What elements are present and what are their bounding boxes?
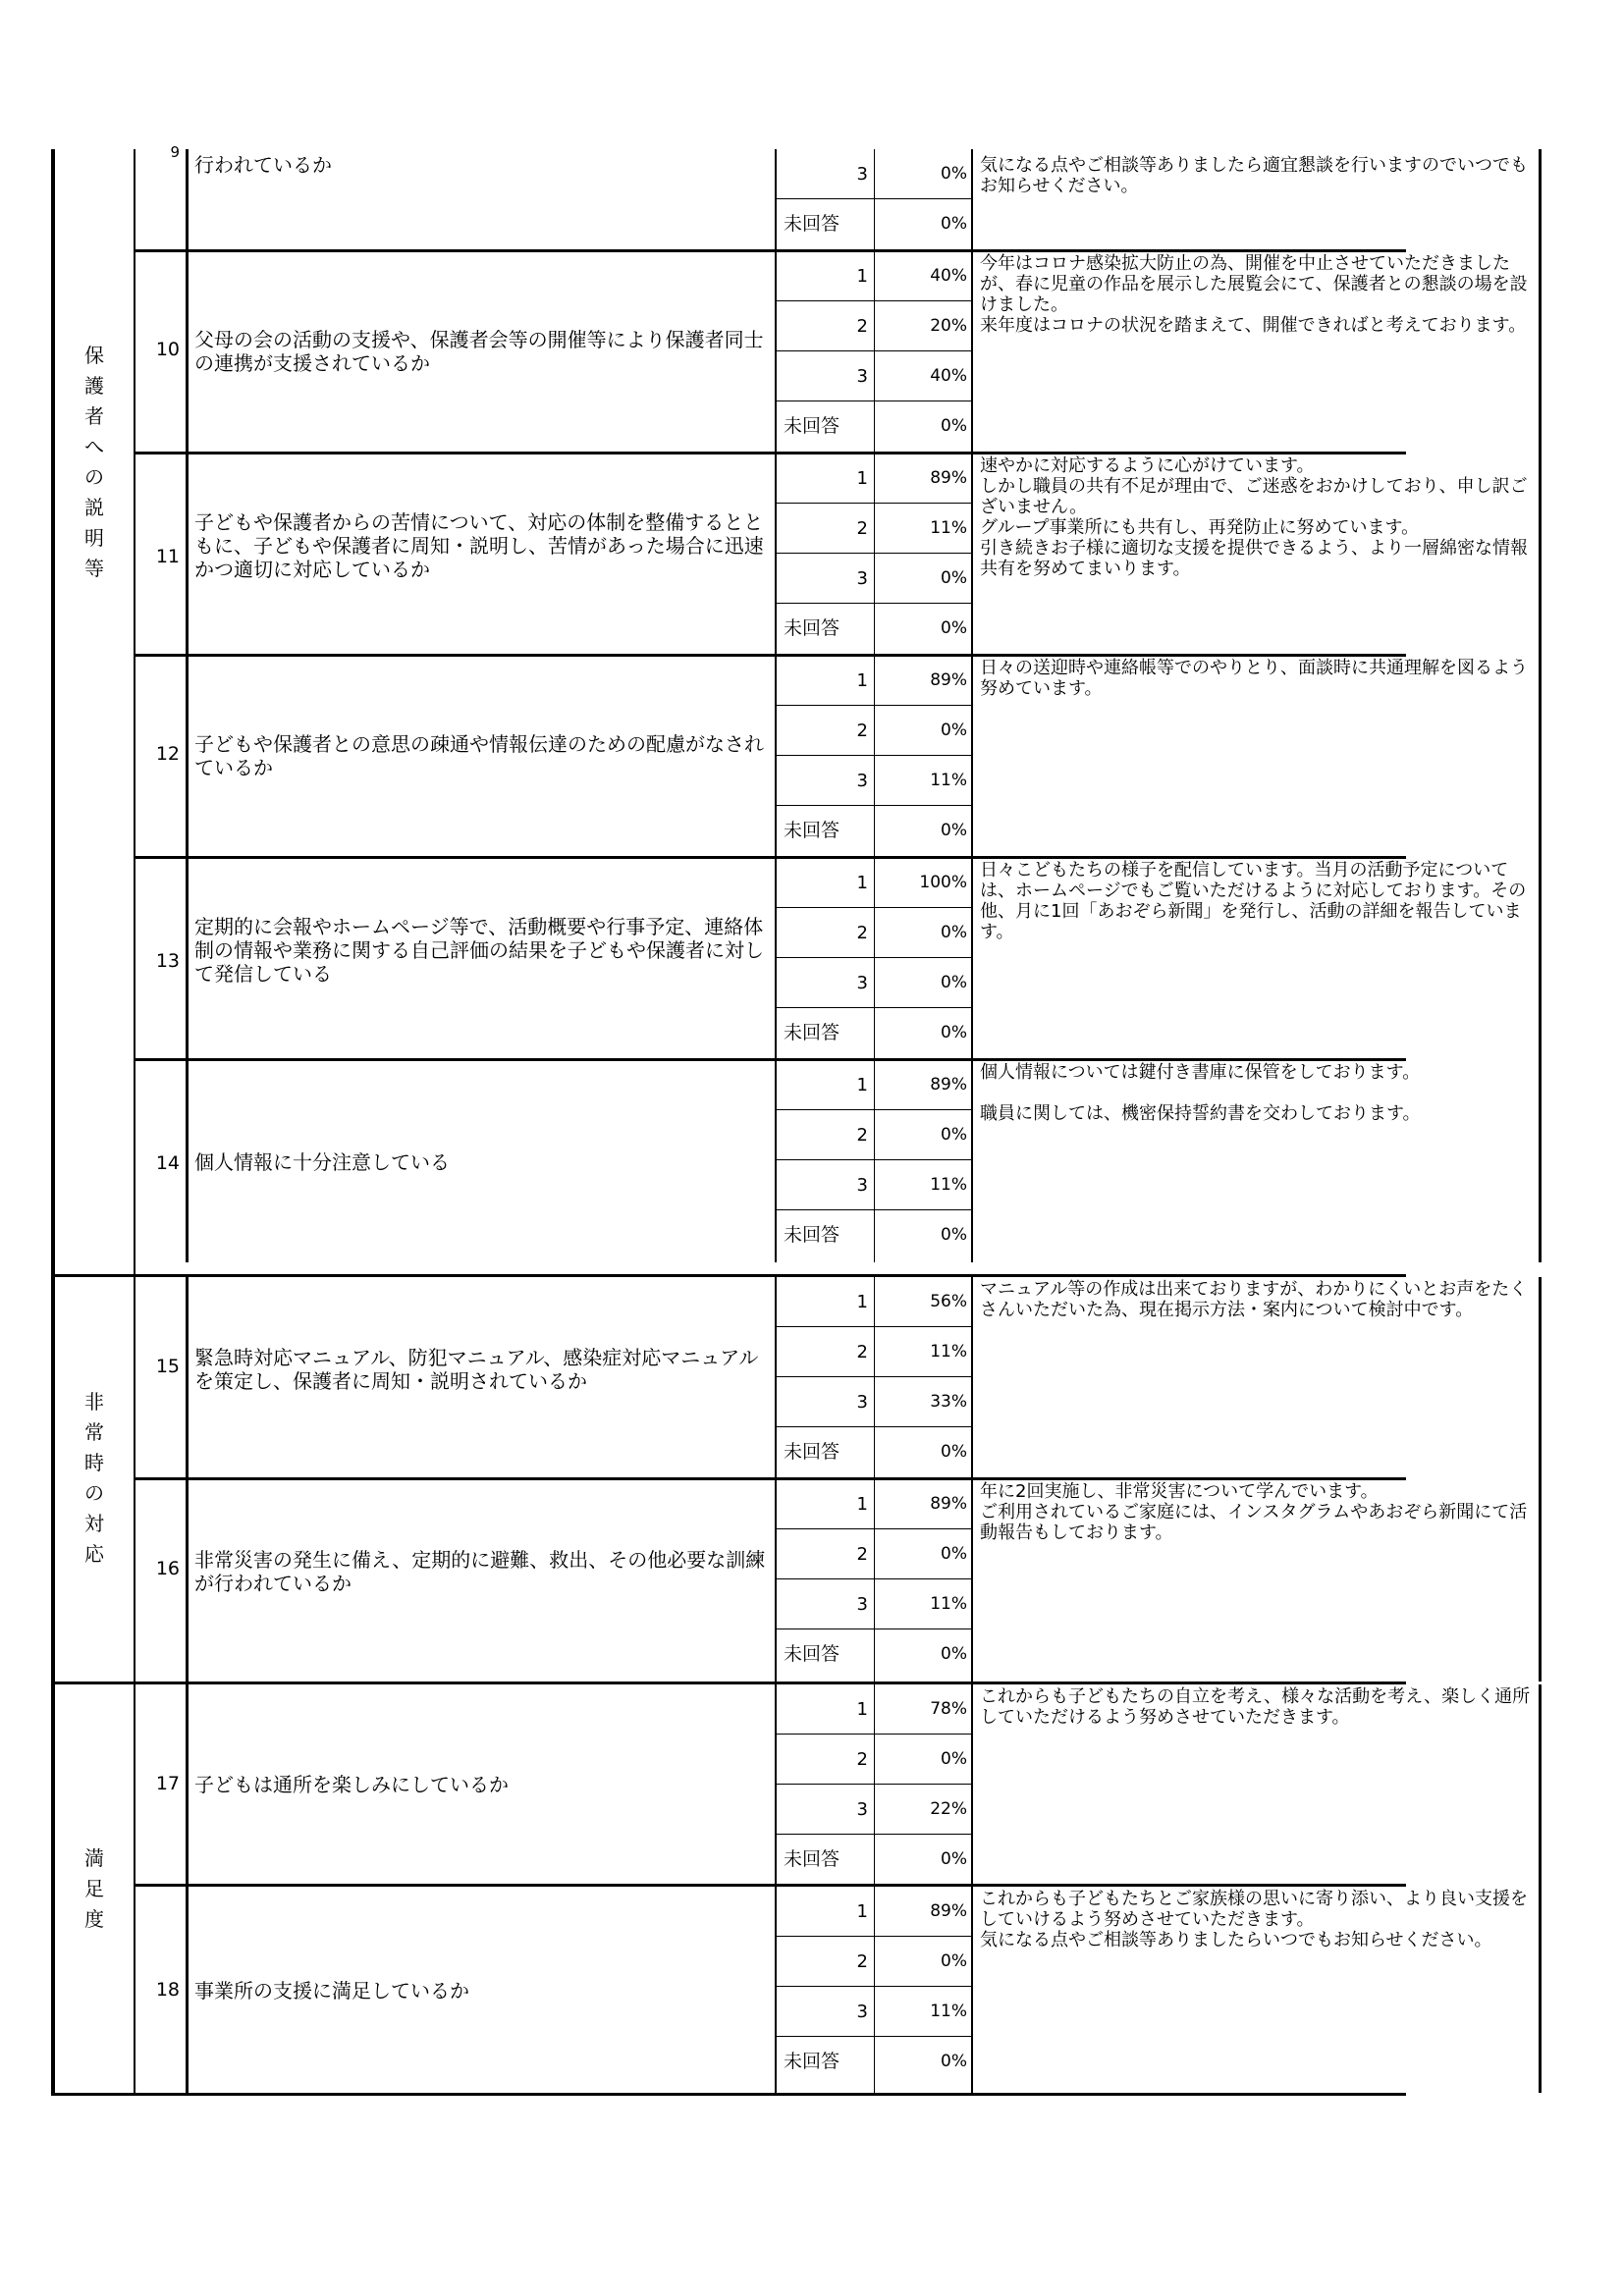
row-divider	[135, 1058, 1406, 1061]
answer-choice-text: 1	[856, 468, 868, 489]
answer-choice	[777, 958, 875, 1007]
item-comment	[973, 1060, 1542, 1262]
answer-row	[777, 858, 973, 908]
answer-row	[777, 1629, 973, 1682]
item-number-text: 12	[155, 743, 180, 765]
category-char: 常	[84, 1420, 104, 1444]
item-answers	[777, 1277, 973, 1479]
answer-choice	[777, 504, 875, 553]
answer-row	[777, 1684, 973, 1735]
item-question-text: 行われているか	[194, 153, 332, 177]
answer-choice-text: 未回答	[784, 415, 840, 437]
row-divider	[135, 856, 1406, 859]
answer-choice-text: 3	[856, 2002, 868, 2022]
item-question-text: 事業所の支援に満足しているか	[194, 1979, 469, 2002]
answer-choice	[777, 1684, 875, 1734]
answer-choice-text: 未回答	[784, 617, 840, 639]
answer-percent: 0%	[875, 1835, 973, 1887]
answer-percent: 0%	[875, 199, 973, 251]
answer-row	[777, 1529, 973, 1579]
answer-row	[777, 1735, 973, 1785]
category-emergency	[51, 1274, 135, 1684]
answer-choice-text: 1	[856, 1494, 868, 1515]
answer-choice	[777, 301, 875, 350]
item-answers	[777, 656, 973, 858]
answer-choice-text: 1	[856, 1292, 868, 1312]
item-number-text: 9	[170, 143, 180, 161]
item-comment	[973, 251, 1542, 454]
item-comment-text: これからも子どもたちの自立を考え、様々な活動を考え、楽しく通所していただけるよう努めさせていただきます。	[980, 1686, 1531, 1728]
answer-choice	[777, 2037, 875, 2093]
answer-choice	[777, 1327, 875, 1376]
item-row-11	[135, 454, 1528, 656]
answer-choice	[777, 756, 875, 805]
answer-percent: 0%	[875, 1529, 973, 1578]
item-answers	[777, 1479, 973, 1682]
item-comment-text: マニュアル等の作成は出来ておりますが、わかりにくいとお声をたくさんいただいた為、現在掲示方法・案内について検討中です。	[980, 1279, 1528, 1320]
answer-percent: 33%	[875, 1377, 973, 1426]
item-answers	[777, 1684, 973, 1887]
answer-choice-text: 未回答	[784, 820, 840, 841]
answer-choice	[777, 706, 875, 755]
answer-choice-text: 3	[856, 164, 868, 185]
answer-choice	[777, 656, 875, 705]
item-question-text: 緊急時対応マニュアル、防犯マニュアル、感染症対応マニュアルを策定し、保護者に周知・説明されているか	[194, 1346, 759, 1393]
answer-choice	[777, 1629, 875, 1682]
answer-choice	[777, 351, 875, 400]
category-char: 足	[84, 1877, 104, 1900]
row-divider	[51, 1682, 1406, 1684]
row-divider	[51, 1274, 1406, 1277]
answer-percent: 40%	[875, 251, 973, 300]
item-answers	[777, 858, 973, 1060]
category-char: の	[84, 1481, 104, 1505]
answer-percent: 89%	[875, 656, 973, 705]
answer-choice	[777, 199, 875, 251]
item-answers	[777, 251, 973, 454]
answer-row	[777, 1987, 973, 2037]
answer-choice-text: 未回答	[784, 1224, 840, 1246]
answer-choice	[777, 1008, 875, 1060]
answer-row	[777, 504, 973, 554]
answer-row	[777, 454, 973, 504]
answer-choice-text: 2	[856, 721, 868, 741]
answer-choice	[777, 908, 875, 957]
item-comment-text: 速やかに対応するように心がけています。 しかし職員の共有不足が理由で、ご迷惑をおかけしており、申し訳ございません。 グループ事業所にも共有し、再発防止に努めています。 引き続きお子様に適切な支援を提供できるよう、より一層綿密な情報共有を努めてまいります。	[980, 455, 1528, 579]
table-bottom-border	[51, 2093, 1406, 2096]
item-number-text: 14	[155, 1152, 180, 1174]
item-answers	[777, 149, 973, 251]
answer-choice	[777, 1735, 875, 1784]
item-number-text: 15	[155, 1356, 180, 1377]
item-question	[189, 1277, 777, 1479]
answer-choice-text: 未回答	[784, 1022, 840, 1043]
item-answers	[777, 1060, 973, 1262]
item-row-13	[135, 858, 1527, 1060]
category-char: 説	[84, 496, 104, 519]
answer-row	[777, 1210, 973, 1262]
answer-choice	[777, 1785, 875, 1834]
category-label	[55, 341, 134, 584]
item-question-text: 非常災害の発生に備え、定期的に避難、救出、その他必要な訓練が行われているか	[194, 1548, 766, 1595]
answer-choice-text: 2	[856, 923, 868, 943]
answer-choice	[777, 149, 875, 198]
item-comment-text: 日々の送迎時や連絡帳等でのやりとり、面談時に共通理解を図るよう努めています。	[980, 658, 1528, 699]
answer-choice-text: 1	[856, 1075, 868, 1095]
answer-choice-text: 未回答	[784, 1643, 840, 1665]
answer-row	[777, 199, 973, 251]
answer-choice	[777, 1479, 875, 1528]
item-row-18	[135, 1887, 1528, 2093]
item-number	[135, 251, 189, 454]
item-comment-text: 今年はコロナ感染拡大防止の為、開催を中止させていただきましたが、春に児童の作品を展示した展覧会にて、保護者との懇談の場を設けました。 来年度はコロナの状況を踏まえて、開催できればと考えております。	[980, 253, 1528, 336]
answer-row	[777, 1427, 973, 1479]
row-divider	[135, 1477, 1406, 1480]
item-question	[189, 858, 777, 1060]
item-question-text: 父母の会の活動の支援や、保護者会等の開催等により保護者同士の連携が支援されているか	[194, 328, 764, 375]
answer-row	[777, 401, 973, 454]
answer-percent: 40%	[875, 351, 973, 400]
answer-choice	[777, 1060, 875, 1109]
category-char: 非	[84, 1390, 104, 1414]
answer-percent: 78%	[875, 1684, 973, 1734]
answer-choice-text: 2	[856, 316, 868, 337]
answer-choice-text: 3	[856, 1175, 868, 1196]
item-row-9	[135, 143, 1528, 251]
item-number-text: 16	[155, 1558, 180, 1579]
item-number	[135, 143, 189, 251]
answer-choice-text: 3	[856, 1392, 868, 1413]
answer-choice	[777, 1110, 875, 1159]
item-question	[189, 251, 777, 454]
answer-percent: 89%	[875, 1479, 973, 1528]
answer-choice	[777, 1937, 875, 1986]
answer-choice	[777, 1835, 875, 1887]
category-char: 時	[84, 1451, 104, 1474]
answer-choice-text: 3	[856, 1594, 868, 1615]
answer-row	[777, 706, 973, 756]
answer-percent: 0%	[875, 2037, 973, 2093]
item-row-16	[135, 1479, 1528, 1682]
answer-choice	[777, 1529, 875, 1578]
answer-percent: 0%	[875, 706, 973, 755]
answer-row	[777, 554, 973, 604]
category-char: の	[84, 465, 104, 489]
answer-choice-text: 2	[856, 1749, 868, 1770]
answer-choice	[777, 1579, 875, 1629]
item-question-text: 子どもや保護者との意思の疎通や情報伝達のための配慮がなされているか	[194, 732, 764, 779]
item-number	[135, 858, 189, 1060]
answer-row	[777, 1110, 973, 1160]
item-question	[189, 454, 777, 656]
answer-choice-text: 未回答	[784, 213, 840, 235]
item-number	[135, 656, 189, 858]
answer-row	[777, 301, 973, 351]
item-number-text: 18	[155, 1979, 180, 2001]
answer-percent: 0%	[875, 1735, 973, 1784]
item-comment	[973, 149, 1542, 251]
row-divider	[135, 249, 1406, 252]
category-char: 保	[84, 344, 104, 367]
answer-choice-text: 1	[856, 1699, 868, 1720]
answer-row	[777, 251, 973, 301]
answer-choice	[777, 454, 875, 503]
answer-row	[777, 656, 973, 706]
item-number	[135, 1060, 189, 1262]
item-answers	[777, 454, 973, 656]
answer-percent: 0%	[875, 958, 973, 1007]
answer-choice	[777, 251, 875, 300]
answer-choice-text: 未回答	[784, 1848, 840, 1870]
item-question	[189, 149, 777, 251]
item-comment-text: これからも子どもたちとご家族様の思いに寄り添い、より良い支援をしていけるよう努めさせていただきます。 気になる点やご相談等ありましたらいつでもお知らせください。	[980, 1889, 1528, 1950]
answer-row	[777, 351, 973, 401]
answer-choice-text: 1	[856, 873, 868, 893]
item-question-text: 子どもは通所を楽しみにしているか	[194, 1773, 509, 1796]
item-row-14	[135, 1060, 1421, 1262]
category-char: 応	[84, 1542, 104, 1566]
item-row-17	[135, 1684, 1531, 1887]
item-comment-text: 年に2回実施し、非常災害について学んでいます。 ご利用されているご家庭には、インスタグラムやあおぞら新聞にて活動報告もしております。	[980, 1481, 1528, 1543]
answer-percent: 0%	[875, 1008, 973, 1060]
answer-percent: 11%	[875, 1160, 973, 1209]
answer-row	[777, 806, 973, 858]
row-divider	[135, 1884, 1406, 1887]
answer-row	[777, 1327, 973, 1377]
item-number	[135, 1887, 189, 2093]
answer-row	[777, 1277, 973, 1327]
answer-choice-text: 3	[856, 973, 868, 993]
answer-percent: 0%	[875, 1210, 973, 1262]
item-number-text: 11	[155, 546, 180, 567]
item-question	[189, 1684, 777, 1887]
category-label	[55, 1387, 134, 1570]
category-char: 度	[84, 1907, 104, 1931]
answer-choice	[777, 1987, 875, 2036]
answer-row	[777, 1377, 973, 1427]
answer-choice-text: 2	[856, 1544, 868, 1565]
answer-choice-text: 2	[856, 1342, 868, 1362]
answer-choice	[777, 554, 875, 603]
answer-row	[777, 2037, 973, 2093]
answer-choice	[777, 604, 875, 656]
answer-row	[777, 149, 973, 199]
answer-percent: 0%	[875, 1629, 973, 1682]
answer-choice-text: 未回答	[784, 2051, 840, 2072]
item-answers	[777, 1887, 973, 2093]
item-number-text: 17	[155, 1773, 180, 1794]
answer-row	[777, 1887, 973, 1937]
item-comment	[973, 1684, 1542, 1887]
answer-row	[777, 1579, 973, 1629]
answer-percent: 56%	[875, 1277, 973, 1326]
answer-row	[777, 1008, 973, 1060]
answer-choice	[777, 806, 875, 858]
answer-percent: 20%	[875, 301, 973, 350]
answer-percent: 89%	[875, 454, 973, 503]
category-char: 明	[84, 526, 104, 550]
item-row-15	[135, 1277, 1528, 1479]
item-question-text: 定期的に会報やホームページ等で、活動概要や行事予定、連絡体制の情報や業務に関する自己評価の結果を子どもや保護者に対して発信している	[194, 915, 764, 986]
category-char: へ	[84, 435, 104, 458]
answer-percent: 89%	[875, 1887, 973, 1936]
category-explanation	[51, 149, 135, 1276]
answer-row	[777, 1785, 973, 1835]
answer-percent: 0%	[875, 1937, 973, 1986]
answer-row	[777, 1160, 973, 1210]
item-comment	[973, 1887, 1542, 2093]
answer-row	[777, 908, 973, 958]
item-row-10	[135, 251, 1528, 454]
item-question-text: 子どもや保護者からの苦情について、対応の体制を整備するとともに、子どもや保護者に周知・説明し、苦情があった場合に迅速かつ適切に対応しているか	[194, 510, 764, 581]
item-comment	[973, 656, 1542, 858]
answer-choice	[777, 1377, 875, 1426]
answer-choice-text: 2	[856, 1951, 868, 1972]
answer-row	[777, 1060, 973, 1110]
answer-percent: 11%	[875, 1579, 973, 1629]
answer-percent: 0%	[875, 401, 973, 454]
item-comment-text: 気になる点やご相談等ありましたら適宜懇談を行いますのでいつでもお知らせください。	[980, 155, 1528, 196]
answer-row	[777, 1479, 973, 1529]
answer-row	[777, 1937, 973, 1987]
answer-choice-text: 1	[856, 670, 868, 691]
answer-choice	[777, 1427, 875, 1479]
item-comment-text: 日々こどもたちの様子を配信しています。当月の活動予定については、ホームページでもご覧いただけるように対応しております。その他、月に1回「あおぞら新聞」を発行し、活動の詳細を報告しています。	[980, 860, 1527, 942]
answer-choice-text: 3	[856, 1799, 868, 1820]
answer-row	[777, 756, 973, 806]
answer-choice	[777, 1210, 875, 1262]
answer-choice-text: 未回答	[784, 1441, 840, 1463]
item-comment	[973, 454, 1542, 656]
item-comment	[973, 1479, 1542, 1682]
answer-percent: 11%	[875, 1327, 973, 1376]
answer-row	[777, 604, 973, 656]
row-divider	[135, 654, 1406, 657]
answer-percent: 89%	[875, 1060, 973, 1109]
item-question	[189, 1060, 777, 1262]
answer-percent: 0%	[875, 1110, 973, 1159]
answer-choice	[777, 1160, 875, 1209]
item-comment	[973, 1277, 1542, 1479]
answer-percent: 100%	[875, 858, 973, 907]
answer-choice	[777, 858, 875, 907]
answer-choice-text: 3	[856, 771, 868, 791]
category-char: 者	[84, 404, 104, 428]
item-question	[189, 656, 777, 858]
answer-choice-text: 2	[856, 518, 868, 539]
answer-choice-text: 1	[856, 266, 868, 287]
item-question	[189, 1887, 777, 2093]
category-char: 等	[84, 557, 104, 580]
answer-choice-text: 2	[856, 1125, 868, 1146]
answer-row	[777, 1835, 973, 1887]
answer-choice	[777, 401, 875, 454]
answer-choice-text: 3	[856, 568, 868, 589]
category-satisfaction	[51, 1682, 135, 2096]
item-question-text: 個人情報に十分注意している	[194, 1150, 450, 1174]
answer-percent: 0%	[875, 908, 973, 957]
item-number-text: 13	[155, 950, 180, 972]
answer-percent: 11%	[875, 504, 973, 553]
answer-choice-text: 3	[856, 366, 868, 387]
category-char: 護	[84, 374, 104, 398]
item-number	[135, 1684, 189, 1887]
answer-percent: 11%	[875, 1987, 973, 2036]
answer-percent: 22%	[875, 1785, 973, 1834]
item-comment	[973, 858, 1542, 1060]
item-number	[135, 1479, 189, 1682]
item-comment-text: 個人情報については鍵付き書庫に保管をしております。 職員に関しては、機密保持誓約書を交わしております。	[980, 1062, 1421, 1124]
answer-choice-text: 1	[856, 1901, 868, 1922]
item-number-text: 10	[155, 339, 180, 360]
answer-percent: 0%	[875, 1427, 973, 1479]
category-char: 対	[84, 1512, 104, 1535]
answer-percent: 0%	[875, 806, 973, 858]
category-label	[55, 1843, 134, 1935]
row-divider	[135, 452, 1406, 454]
answer-percent: 0%	[875, 604, 973, 656]
answer-row	[777, 958, 973, 1008]
answer-choice	[777, 1277, 875, 1326]
answer-percent: 11%	[875, 756, 973, 805]
answer-percent: 0%	[875, 554, 973, 603]
item-number	[135, 1277, 189, 1479]
item-question	[189, 1479, 777, 1682]
item-number	[135, 454, 189, 656]
item-row-12	[135, 656, 1528, 858]
answer-choice	[777, 1887, 875, 1936]
category-char: 満	[84, 1846, 104, 1870]
answer-percent: 0%	[875, 149, 973, 198]
